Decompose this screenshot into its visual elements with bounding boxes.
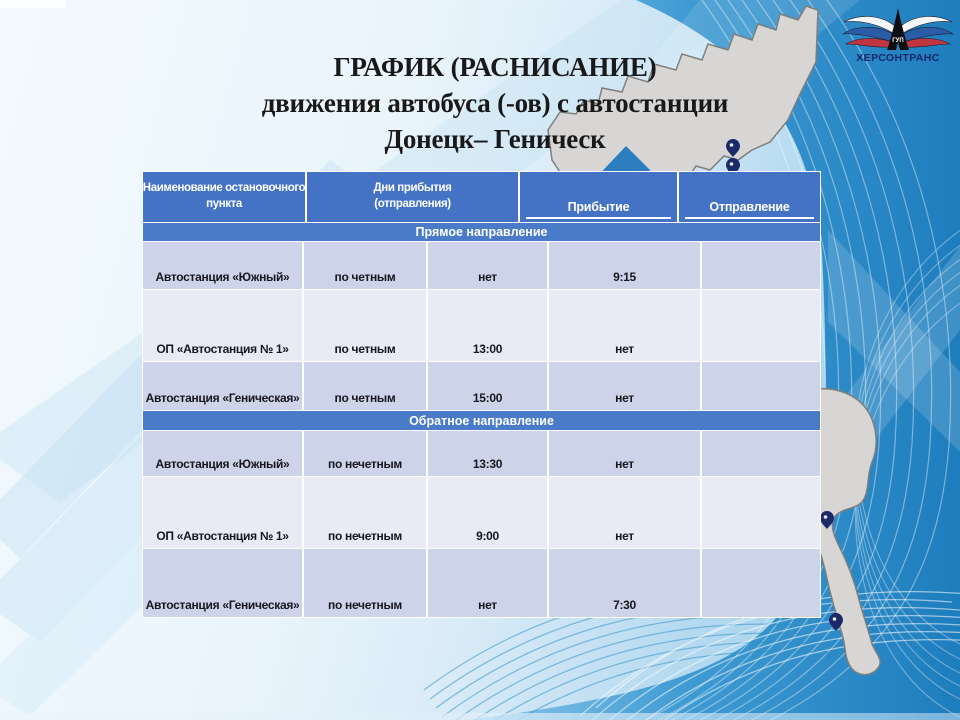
table-row [143, 549, 820, 617]
cell-stop: ОП «Автостанция № 1» [143, 290, 302, 361]
schedule-table [142, 171, 821, 618]
header-arrival: Прибытие [520, 172, 677, 222]
cell-stop: ОП «Автостанция № 1» [143, 477, 302, 548]
cell-departure: 7:30 [549, 549, 700, 617]
logo-emblem-text: ГУП [892, 38, 904, 44]
slide-title [100, 50, 890, 158]
cell-arrival: нет [428, 242, 547, 289]
cell-departure: нет [549, 431, 700, 476]
corner-artifact [0, 0, 66, 8]
cell-empty [702, 362, 820, 410]
section-return: Обратное направление [143, 411, 820, 430]
header-stop-name: Наименование остановочного пункта [143, 172, 305, 222]
title-line-2: движения автобуса (-ов) с автостанции [261, 87, 729, 118]
cell-days: по нечетным [304, 549, 426, 617]
cell-empty [702, 242, 820, 289]
header-days: Дни прибытия (отправления) [307, 172, 518, 222]
table-row [143, 290, 820, 361]
wing-icon [843, 16, 895, 47]
cell-days: по четным [304, 362, 426, 410]
cell-stop: Автостанция «Южный» [143, 242, 302, 289]
cell-empty [702, 549, 820, 617]
khersontrans-logo [842, 6, 954, 64]
cell-arrival: 13:00 [428, 290, 547, 361]
cell-stop: Автостанция «Геническая» [143, 549, 302, 617]
title-line-1: ГРАФИК (РАСНИСАНИЕ) [333, 52, 657, 82]
table-row [143, 242, 820, 289]
cell-empty [702, 431, 820, 476]
section-forward: Прямое направление [143, 223, 820, 241]
cell-stop: Автостанция «Геническая» [143, 362, 302, 410]
cell-days: по нечетным [304, 477, 426, 548]
cell-arrival: нет [428, 549, 547, 617]
header-departure: Отправление [679, 172, 820, 222]
table-row [143, 431, 820, 476]
cell-days: по четным [304, 242, 426, 289]
table-header-row [143, 172, 820, 222]
table-row [143, 477, 820, 548]
bottom-strip [0, 713, 960, 720]
cell-days: по четным [304, 290, 426, 361]
title-line-3: Донецк– Геническ [384, 123, 606, 154]
table-row [143, 362, 820, 410]
cell-arrival: 13:30 [428, 431, 547, 476]
cell-arrival: 15:00 [428, 362, 547, 410]
cell-arrival: 9:00 [428, 477, 547, 548]
cell-departure: нет [549, 290, 700, 361]
cell-stop: Автостанция «Южный» [143, 431, 302, 476]
cell-departure: нет [549, 362, 700, 410]
logo-text: ХЕРСОНТРАНС [856, 52, 940, 64]
cell-empty [702, 477, 820, 548]
cell-empty [702, 290, 820, 361]
cell-days: по нечетным [304, 431, 426, 476]
cell-departure: 9:15 [549, 242, 700, 289]
cell-departure: нет [549, 477, 700, 548]
